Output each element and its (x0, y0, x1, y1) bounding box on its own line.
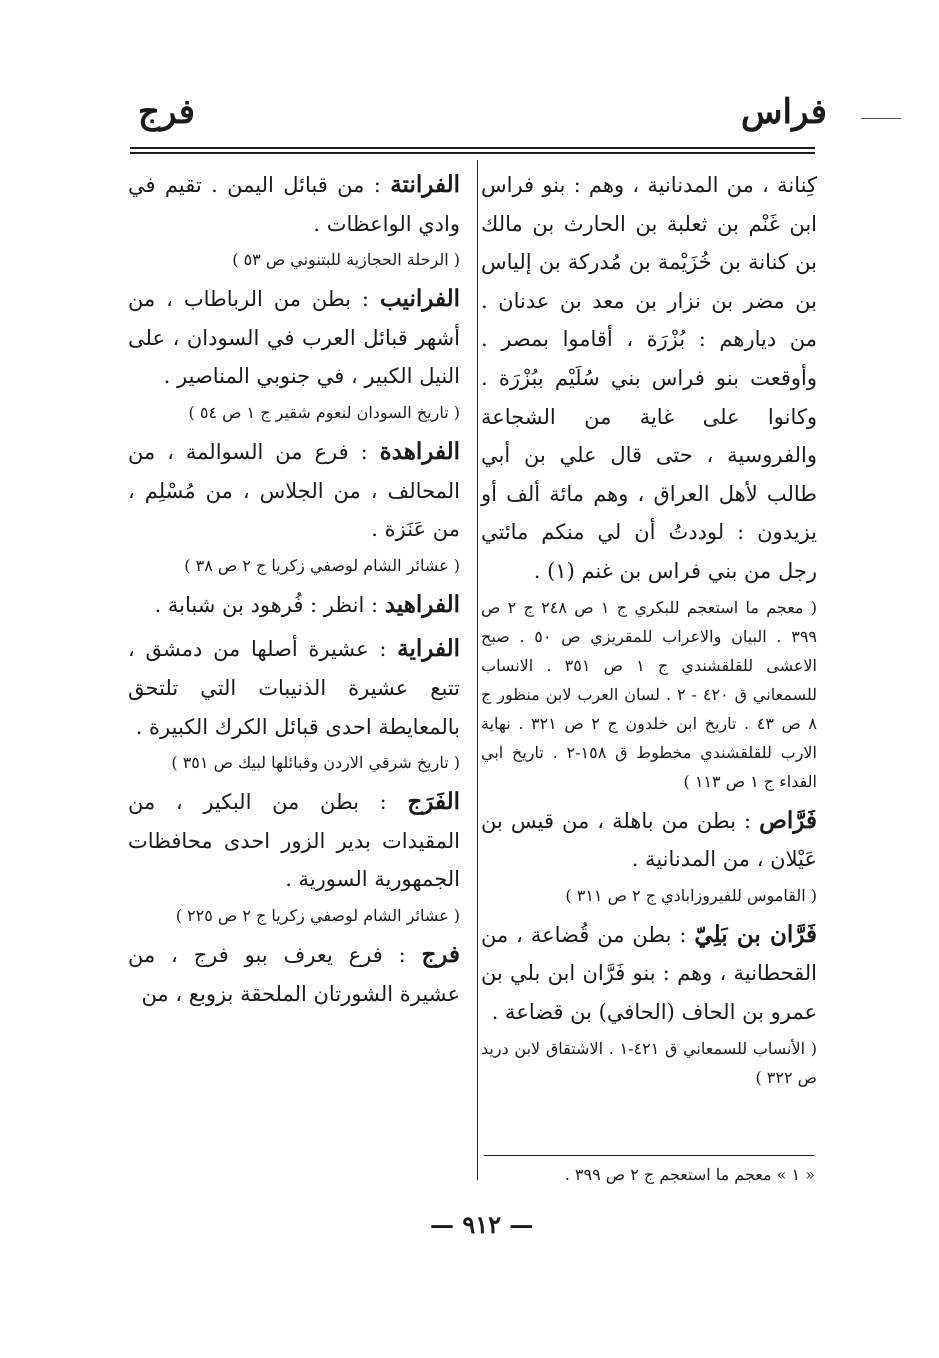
entry-text: : عشيرة أصلها من دمشق ، تتبع عشيرة الذنيبات التي تلتحق بالمعايطة احدى قبائل الكرك الكبيرة . (128, 637, 460, 739)
running-head-left: فرج (138, 92, 195, 132)
entry-source: ( عشائر الشام لوصفي زكريا ج ٢ ص ٢٢٥ ) (175, 905, 460, 925)
entry-text: : بطن من البكير ، من المقيدات بدير الزور احدى محافظات الجمهورية السورية . (128, 790, 460, 892)
entry-headword: الفراية (397, 635, 460, 663)
margin-mark (861, 118, 901, 119)
entry-headword: فرج (421, 940, 460, 968)
entry-alfaranib (128, 280, 460, 396)
entry-faraj (128, 936, 460, 1013)
page-number: — ٩١٢ — (430, 1210, 534, 1239)
entry-text: : بطن من قُضاعة ، من القحطانية ، وهم : بنو فَرَّان ابن بلي بن عمرو بن الحاف (الحافي) بن قضاعة . (481, 922, 817, 1024)
entry-source: ( تاريخ شرقي الاردن وقبائلها لبيك ص ٣٥١ ) (171, 753, 460, 773)
entry-alfarahid (128, 586, 460, 625)
running-head-right: فراس (741, 92, 827, 132)
entry-source: ( القاموس للفيروزابادي ج ٢ ص ٣١١ ) (565, 885, 817, 905)
entry-source: ( الرحلة الحجازية للبتنوني ص ٥٣ ) (232, 250, 460, 270)
header-rule-top (130, 147, 815, 149)
entry-headword: الفرانيب (379, 285, 460, 313)
right-column (481, 166, 817, 1098)
entry-firas-continued: كِنانة ، من المدنانية ، وهم : بنو فراس ابن غَنْم بن ثعلبة بن الحارث بن مالك بن كنانة بن خُزَيْمة بن مُدركة بن إلياس بن مضر بن نزار بن معد بن عدنان . من ديارهم : بُزْرَة ، أقاموا بمصر . وأوقعت بنو فراس بني سُلَيْم ببُزْرَة . وكانوا على غاية من الشجاعة والفروسية ، حتى قال علي بن أبي طالب لأهل العراق ، وهم مائة ألف أو يزيدون : لوددتُ أن لي منكم مائتي رجل من بني فراس بن غنم (١) . (481, 173, 817, 583)
entry-text: : انظر : فُرهود بن شبابة . (154, 592, 385, 617)
entry-headword: فَرَّان بن بَلِيّ (694, 920, 817, 948)
entry-headword: الفراهدة (379, 437, 460, 465)
entry-alfaranta (128, 166, 460, 243)
left-column (128, 166, 460, 1013)
header-rule-bottom (130, 152, 815, 154)
entry-alfaraya (128, 630, 460, 746)
entry-alfarahida (128, 433, 460, 549)
entry-farras (481, 802, 817, 879)
entry-text: : فرع يعرف ببو فرج ، من عشيرة الشورتان الملحقة بزوبع ، من (128, 942, 460, 1006)
entry-alfaraj (128, 783, 460, 899)
entry-source: ( عشائر الشام لوصفي زكريا ج ٢ ص ٣٨ ) (184, 555, 460, 575)
entry-source: ( تاريخ السودان لنعوم شقير ج ١ ص ٥٤ ) (188, 402, 460, 422)
entry-headword: الفرانتة (390, 171, 460, 198)
entry-headword: الفراهيد (384, 590, 460, 618)
entry-source: ( معجم ما استعجم للبكري ج ١ ص ٢٤٨ ج ٢ ص ٣٩٩ . البيان والاعراب للمقريزي ص ٥٠ . صبح الاعشى للقلقشندي ج ١ ص ٣٥١ . الانساب للسمعاني ق ٤٢٠ - ٢ . لسان العرب لابن منظور ج ٨ ص ٤٣ . تاريخ ابن خلدون ج ٢ ص ٣٢١ . نهاية الارب للقلقشندي مخطوط ق ١٥٨-٢ . تاريخ ابي الفداء ج ١ ص ١١٣ ) (481, 597, 818, 791)
column-divider (477, 160, 478, 1180)
entry-text: : فرع من السوالمة ، من المحالف ، من الجلاس ، من مُسْلِم ، من عَنَزة . (128, 439, 460, 542)
entry-text: : بطن من باهلة ، من قيس بن عَيْلان ، من المدنانية . (481, 808, 817, 872)
entry-source: ( الأنساب للسمعاني ق ٤٢١-١ . الاشتقاق لابن دريد ص ٣٢٢ ) (481, 1038, 818, 1087)
entry-headword: الفَرَج (407, 788, 460, 816)
footnote: « ١ » معجم ما استعجم ج ٢ ص ٣٩٩ . (564, 1165, 815, 1184)
entry-text: : بطن من الرباطاب ، من أشهر قبائل العرب في السودان ، على النيل الكبير ، في جنوبي المناصير . (128, 287, 460, 389)
entry-farran-bin-bali (481, 916, 817, 1032)
entry-text: : من قبائل اليمن . تقيم في وادي الواعظات . (128, 173, 460, 236)
entry-headword: فَرَّاص (759, 806, 817, 834)
footnote-rule (484, 1155, 814, 1156)
